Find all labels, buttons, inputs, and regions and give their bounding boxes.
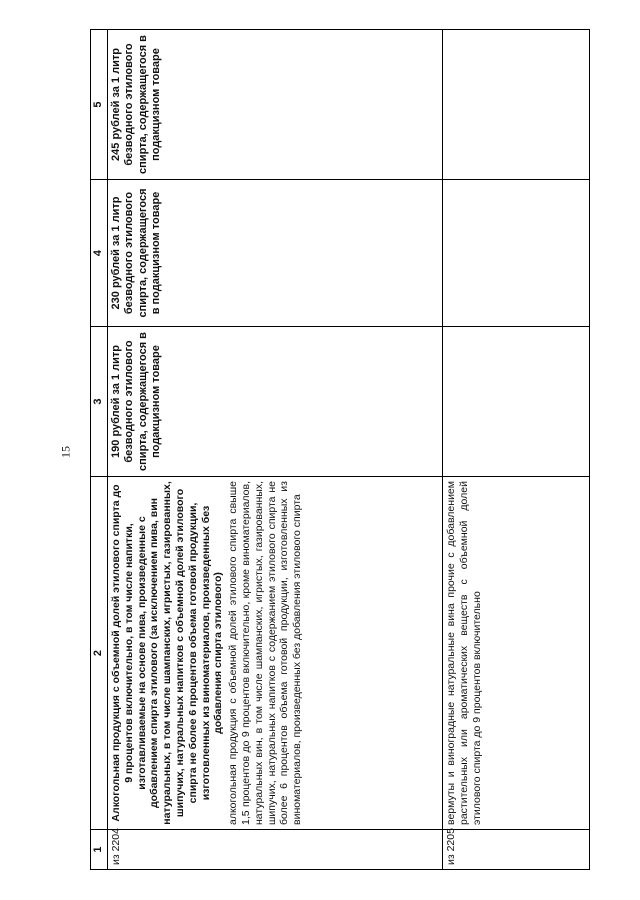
product-code: из 2204 [108, 830, 443, 870]
empty-cell [443, 180, 590, 327]
rate-column-3: 190 рублей за 1 литр безводного этилового спирта, содержащегося в подакцизном товаре [108, 327, 443, 477]
product-description [108, 477, 443, 830]
rate-column-5: 245 рублей за 1 литр безводного этилового спирта, содержащегося в подакцизном товаре [108, 30, 443, 180]
column-header-5: 5 [91, 30, 108, 180]
description-heading: Алкогольная продукция с объемной долей этилового спирта до 9 процентов включительно, в том числе напитки, изготавливаемые на основе пива, произведенные с добавлением спирта этилового (за исключением пива, вин натуральных, в том числе шампанских, игристых, газированных, шипучих, натуральных напитков с объемной долей этилового спирта не более 6 процентов объема готовой продукции, изготовленных из виноматериалов, произведенных без добавления спирта этилового) [110, 481, 225, 825]
column-header-2: 2 [91, 477, 108, 830]
excise-rates-table [90, 29, 590, 870]
table-row [108, 30, 443, 870]
table-header-row [91, 30, 108, 870]
rotated-table-wrapper [90, 30, 590, 870]
product-code: из 2205 [443, 830, 590, 870]
rate-column-4: 230 рублей за 1 литр безводного этилового спирта, содержащегося в подакцизном товаре [108, 180, 443, 327]
column-header-4: 4 [91, 180, 108, 327]
column-header-1: 1 [91, 830, 108, 870]
table-row [443, 30, 590, 870]
empty-cell [443, 327, 590, 477]
product-description: вермуты и виноградные натуральные вина прочие с добавлением растительных или ароматических веществ с объемной долей этилового спирта до 9 процентов включительно [443, 477, 590, 830]
column-header-3: 3 [91, 327, 108, 477]
page-number: 15 [58, 446, 73, 458]
empty-cell [443, 30, 590, 180]
description-subitem: алкогольная продукция с объемной долей этилового спирта свыше 1,5 процентов до 9 процентов включительно, кроме виноматериалов, натуральных вин, в том числе шампанских, игристых, газированных, шипучих, натуральных напитков с содержанием этилового спирта не более 6 процентов объема готовой продукции, изготовленных из виноматериалов, произведенных без добавления этилового спирта [227, 481, 304, 825]
